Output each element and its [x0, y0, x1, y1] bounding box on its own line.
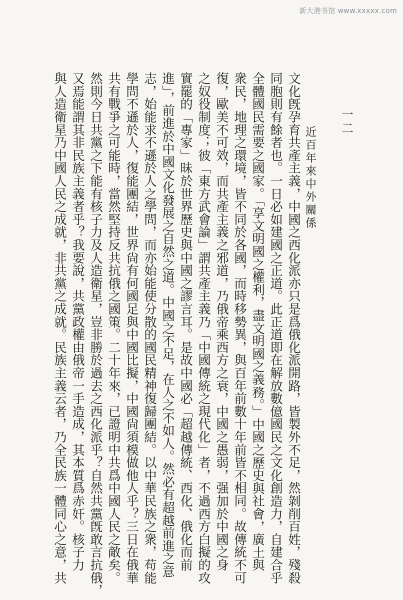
running-head: 近百年來中外關係 [304, 126, 317, 230]
text-column: 文化旣孕育共產主義，中國之西化派亦只是爲俄化派開路，皆製外不足，然剝削百姓，殘殺 [286, 72, 301, 584]
text-column: 復，歐美不可效，而共產主義之邪道，乃俄帝乘西方之衰，中國之愚弱，强加於中國之身 [214, 72, 229, 572]
text-column: 共有戰爭之可能時，當然堅持反共抗俄之國策。二十年來，已證明中共爲中國人民之敵矣。 [106, 72, 121, 584]
text-column: 學問不遜於人，復能團結，世界尙有何國足與中國比擬，中國尙須模做他人乎？三日在俄華 [124, 72, 139, 584]
text-column: 同胞則有餘者也。一日必如建國之正道。此正道即在解放數億國民之文化創造力，自建合乎 [268, 72, 283, 584]
text-column: 全體國民需要之國家。「享文明國之權利，盡文明國之義務。」中國之歷史與社會，廣土與 [250, 72, 265, 572]
text-column: 實罷的「專家」昧於世界歷史與中國之謬言耳。是故中國必「超越傳統、西化、俄化而前 [178, 72, 193, 572]
body-text [52, 72, 301, 597]
page-number: 一二 [340, 108, 354, 136]
text-column: 志，始能求不遜於人之學問，而亦始能使分散的國民精神復歸團結。以中華民族之衆，苟能 [142, 72, 157, 584]
text-column: 之奴役制度；彼「東方武會論」謂共產主義乃「中國傳統之現代化」者，不過西方白擬的攻 [196, 72, 211, 584]
text-column: 又焉能謂其非民族主義者乎？我要說，共黨政權由俄帝一手造成，其本質爲赤奸。核子力 [70, 72, 85, 572]
text-column: 與人造衛星乃中國人民之成就，非共黨之成就。民族主義云者，乃全民族一體同心之意，共 [52, 72, 67, 584]
text-column: 然則今日共黨之下能有核子力及人造衛星，豈非勝於過去之西化派乎？自然共黨旣敢言抗俄， [88, 72, 103, 597]
watermark: 新大港书馆 www.xxxxx.com [299, 7, 397, 15]
text-column: 衆民，地理之環境，皆不同於各國，而時移勢異，與百年前數十年前皆不相同。故傳統不可 [232, 72, 247, 584]
text-column: 進」，前進於中國文化發展之自然之道。中國之不足，在人之不如人。然必有超越前進之意 [160, 72, 175, 578]
